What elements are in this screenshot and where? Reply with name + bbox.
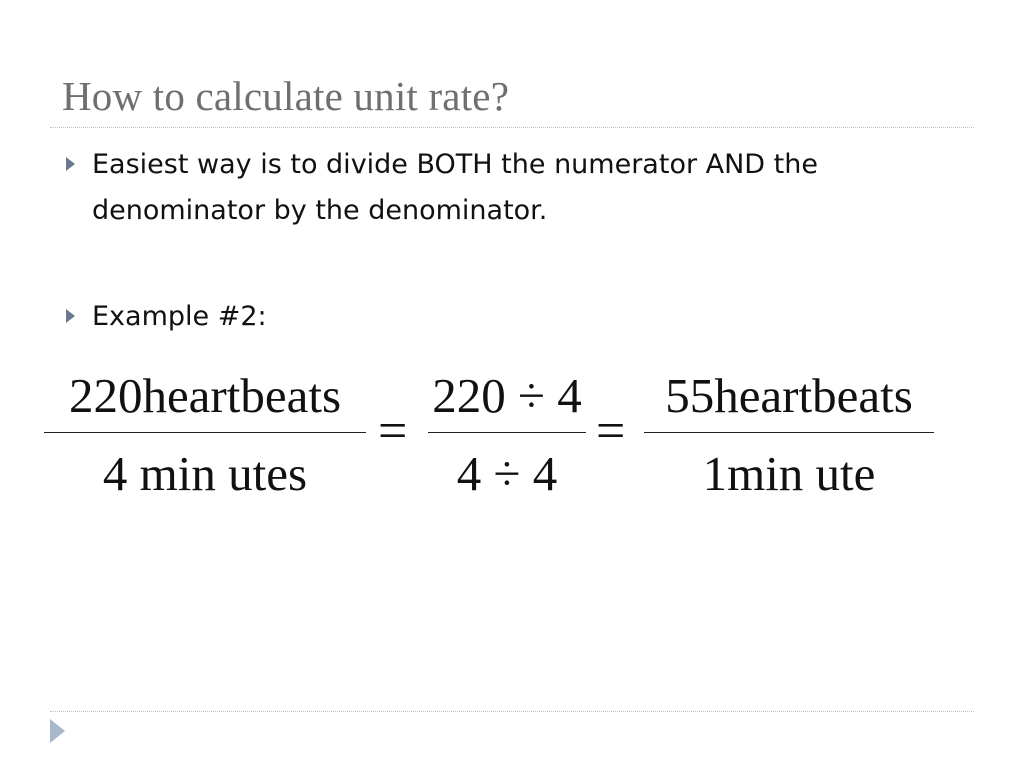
next-slide-arrow-icon[interactable] [50, 719, 65, 743]
fraction-denominator: 1min ute [702, 446, 876, 501]
bullet-text: Example #2: [92, 301, 267, 332]
bullet-item [66, 294, 946, 340]
fraction-denominator: 4 ÷ 4 [456, 446, 558, 501]
title-divider [50, 127, 974, 128]
unit-rate-equation [44, 366, 944, 506]
bullet-arrow-icon [66, 157, 75, 171]
fraction-numerator: 220 ÷ 4 [432, 368, 582, 423]
equals-sign: = [378, 403, 408, 460]
fraction-unit-rate [644, 366, 934, 506]
bullet-arrow-icon [66, 309, 75, 323]
slide-title: How to calculate unit rate? [62, 73, 510, 119]
footer-divider [50, 711, 974, 712]
bullet-text: Easiest way is to divide BOTH the numerator AND the denominator by the denominator. [92, 149, 818, 226]
bullet-item [66, 142, 946, 234]
fraction-bar [644, 432, 934, 433]
fraction-bar [44, 432, 366, 433]
fraction-numerator: 55heartbeats [665, 368, 913, 423]
equals-sign: = [596, 403, 626, 460]
fraction-denominator: 4 min utes [102, 446, 308, 501]
fraction-original [44, 366, 366, 506]
fraction-division-step [428, 366, 586, 506]
fraction-numerator: 220heartbeats [68, 368, 342, 423]
fraction-bar [428, 432, 586, 433]
